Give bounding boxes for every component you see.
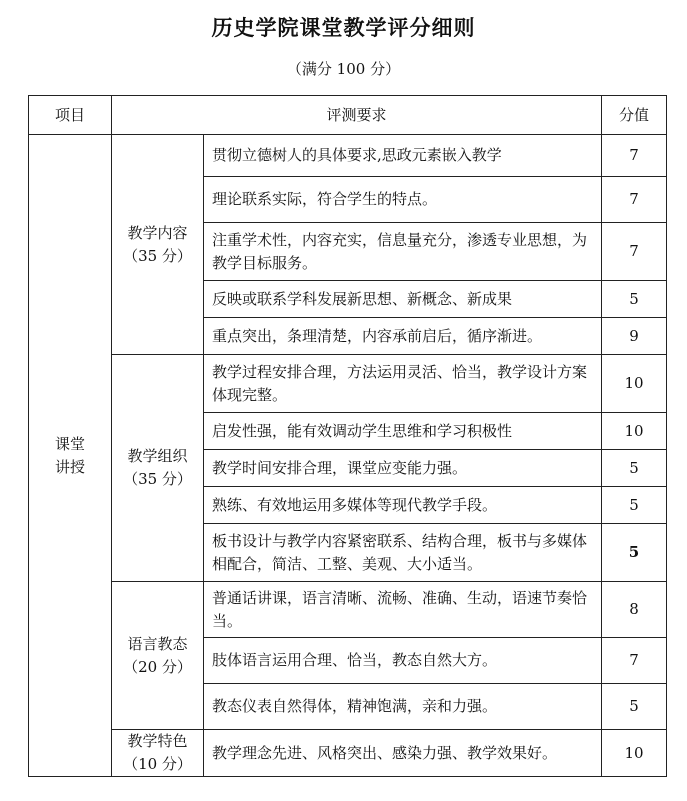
criterion-score: 10: [602, 355, 667, 413]
category-line-2: 讲授: [54, 457, 85, 476]
criterion-score: 7: [602, 638, 667, 684]
table-row: [29, 582, 667, 638]
table-row: [29, 730, 667, 777]
criterion-text: 注重学术性，内容充实，信息量充分，渗透专业思想，为教学目标服务。: [204, 223, 602, 281]
criterion-score: 5: [602, 450, 667, 487]
page-subtitle: （满分 100 分）: [286, 60, 401, 78]
subcategory-cell: [112, 135, 204, 355]
criterion-text: 板书设计与教学内容紧密联系、结构合理，板书与多媒体相配合，简洁、工整、美观、大小适当。: [204, 524, 602, 582]
subcategory-name: 教学组织: [127, 447, 188, 465]
subcategory-cell: [112, 355, 204, 582]
header-score: 分值: [602, 96, 667, 135]
criterion-score: 10: [602, 730, 667, 777]
criterion-text: 启发性强，能有效调动学生思维和学习积极性: [204, 413, 602, 450]
subcategory-name: 教学特色: [127, 732, 188, 750]
rubric-table: [28, 95, 667, 777]
criterion-score: 7: [602, 135, 667, 177]
subcategory-name: 语言教态: [127, 634, 188, 653]
criterion-score: 7: [602, 177, 667, 223]
criterion-text: 普通话讲课，语言清晰、流畅、准确、生动，语速节奏恰当。: [204, 582, 602, 638]
criterion-text: 贯彻立德树人的具体要求,思政元素嵌入教学: [204, 135, 602, 177]
criterion-score: 5: [602, 281, 667, 318]
criterion-text: 教学理念先进、风格突出、感染力强、教学效果好。: [204, 730, 602, 777]
criterion-score: 10: [602, 413, 667, 450]
criterion-text: 教态仪表自然得体，精神饱满，亲和力强。: [204, 684, 602, 730]
table-row: [29, 135, 667, 177]
subcategory-cell: [112, 582, 204, 730]
subcategory-points: （35 分）: [123, 246, 192, 265]
criterion-score: 5: [602, 684, 667, 730]
table-row: [29, 355, 667, 413]
criterion-text: 理论联系实际，符合学生的特点。: [204, 177, 602, 223]
category-line-1: 课堂: [54, 434, 85, 453]
criterion-score: 9: [602, 318, 667, 355]
header-item: 项目: [29, 96, 112, 135]
criterion-text: 反映或联系学科发展新思想、新概念、新成果: [204, 281, 602, 318]
criterion-text: 教学时间安排合理，课堂应变能力强。: [204, 450, 602, 487]
subcategory-cell: [112, 730, 204, 777]
criterion-score: 8: [602, 582, 667, 638]
subcategory-points: （20 分）: [123, 657, 192, 676]
subcategory-points: （10 分）: [123, 755, 192, 773]
criterion-text: 熟练、有效地运用多媒体等现代教学手段。: [204, 487, 602, 524]
header-criteria: 评测要求: [112, 96, 602, 135]
subcategory-points: （35 分）: [123, 470, 192, 488]
criterion-text: 教学过程安排合理，方法运用灵活、恰当，教学设计方案体现完整。: [204, 355, 602, 413]
table-header-row: [29, 96, 667, 135]
category-cell: [29, 135, 112, 777]
criterion-text: 肢体语言运用合理、恰当，教态自然大方。: [204, 638, 602, 684]
page-title: 历史学院课堂教学评分细则: [211, 16, 476, 40]
criterion-text: 重点突出，条理清楚，内容承前启后，循序渐进。: [204, 318, 602, 355]
subcategory-name: 教学内容: [127, 223, 188, 242]
criterion-score: 7: [602, 223, 667, 281]
criterion-score: 5: [602, 487, 667, 524]
criterion-score: 5: [602, 524, 667, 582]
